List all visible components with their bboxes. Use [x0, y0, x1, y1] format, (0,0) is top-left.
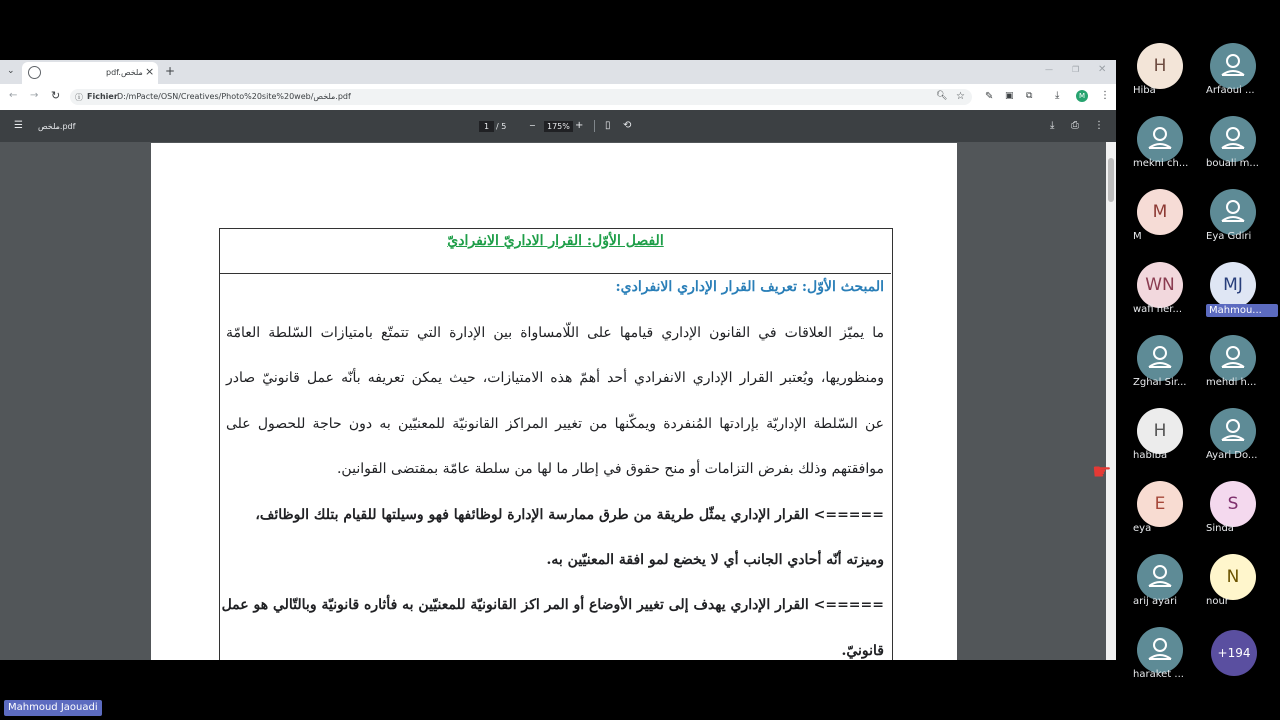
participant-name: Mahmou...	[1206, 304, 1278, 317]
participant-avatar[interactable]	[1137, 554, 1183, 600]
avatar-initial: M	[1152, 202, 1168, 222]
scrollbar-thumb[interactable]	[1108, 158, 1114, 202]
shared-screen	[0, 60, 1116, 660]
avatar-initial: E	[1154, 494, 1166, 514]
participant-avatar[interactable]	[1210, 335, 1256, 381]
pdf-more-icon[interactable]: ⋮	[1094, 120, 1104, 131]
pdf-scrollbar[interactable]	[1106, 142, 1116, 660]
puzzle-icon[interactable]: ⧉	[1026, 91, 1033, 101]
bold-note-line: وميزته أنّه أحادي الجانب أي لا يخضع لمو افقة المعنيّين به.	[546, 552, 884, 568]
zoom-in-button[interactable]: +	[575, 120, 584, 131]
fit-page-icon[interactable]: ▯	[605, 120, 611, 131]
participant-avatar[interactable]	[1137, 116, 1183, 162]
participant-name: mekni ch...	[1133, 158, 1189, 169]
tab-search-icon[interactable]: ⌄	[7, 66, 15, 76]
section-title: المبحث الأوّل: تعريف القرار الإداري الانفرادي:	[615, 279, 884, 295]
chapter-title: الفصل الأوّل: القرار الاداريّ الانفراديّ	[447, 233, 664, 249]
default-user-icon	[1137, 627, 1183, 673]
participant-name: Sinda	[1206, 523, 1234, 534]
default-user-icon	[1210, 189, 1256, 235]
default-user-icon	[1210, 408, 1256, 454]
zoom-level-input[interactable]: 175%	[544, 121, 573, 132]
presenter-name-label: Mahmoud Jaouadi	[4, 700, 102, 716]
default-user-icon	[1137, 554, 1183, 600]
default-user-icon	[1210, 116, 1256, 162]
participant-avatar[interactable]	[1137, 262, 1183, 308]
participant-avatar[interactable]	[1210, 408, 1256, 454]
more-participants-button[interactable]: +194	[1211, 630, 1257, 676]
participant-name: Zghal Sir...	[1133, 377, 1187, 388]
maximize-icon[interactable]: ❐	[1072, 65, 1080, 74]
participant-name: wafi ner...	[1133, 304, 1183, 315]
sidebar-menu-icon[interactable]: ☰	[14, 120, 23, 131]
tab-strip	[0, 60, 1116, 84]
back-icon[interactable]: ←	[9, 90, 18, 101]
bookmark-star-icon[interactable]: ☆	[956, 91, 965, 102]
participant-avatar[interactable]	[1210, 262, 1256, 308]
participant-name: mehdi h...	[1206, 377, 1257, 388]
default-user-icon	[1137, 335, 1183, 381]
participant-name: arij ayari	[1133, 596, 1178, 607]
paragraph-line: ومنظوريها، ويُعتبر القرار الإداري الانفرادي أحد أهمّ هذه الامتيازات، حيث يمكن تعريفه بأنّه عمل قانونيّ صادر	[226, 370, 884, 386]
bold-note-line: قانونيّ.	[841, 643, 884, 659]
print-icon[interactable]: ⎙	[1071, 120, 1079, 131]
title-divider	[220, 273, 891, 274]
reload-icon[interactable]: ↻	[51, 89, 61, 102]
profile-avatar[interactable]: M	[1076, 90, 1088, 102]
participant-avatar[interactable]	[1137, 481, 1183, 527]
participant-avatar[interactable]	[1210, 189, 1256, 235]
extension-icon[interactable]: ▣	[1005, 91, 1014, 101]
avatar-initial: H	[1153, 56, 1167, 76]
participant-avatar[interactable]	[1137, 43, 1183, 89]
pdf-file-name: ملخص.pdf	[38, 122, 76, 131]
downloads-icon[interactable]: ⤓	[1055, 90, 1060, 101]
default-user-icon	[1210, 43, 1256, 89]
participant-name: M	[1133, 231, 1142, 242]
avatar-initial: WN	[1145, 275, 1175, 295]
participant-name: habiba	[1133, 450, 1168, 461]
zoom-out-button[interactable]: −	[529, 121, 536, 130]
tab-close-icon[interactable]: ×	[145, 65, 155, 78]
default-user-icon	[1210, 335, 1256, 381]
rotate-icon[interactable]: ⟲	[623, 120, 632, 131]
toolbar-divider	[594, 120, 595, 132]
paragraph-line: ما يميّز العلاقات في القانون الإداري قيامها على اللّامساواة بين الإدارة التي تتمتّع بامتيازات السّلطة العامّة	[226, 325, 884, 341]
participant-avatar[interactable]	[1137, 335, 1183, 381]
participant-name: Hiba	[1133, 85, 1156, 96]
participant-avatar[interactable]	[1210, 43, 1256, 89]
participant-avatar[interactable]	[1137, 189, 1183, 235]
browser-tab[interactable]	[22, 62, 158, 84]
participant-name: nour	[1206, 596, 1229, 607]
pen-extension-icon[interactable]: ✎	[985, 91, 994, 102]
omnibox[interactable]	[70, 89, 972, 105]
url-text[interactable]: D:/mPacte/OSN/Creatives/Photo%20site%20web/ملخص.pdf	[117, 92, 351, 101]
participant-avatar[interactable]	[1210, 554, 1256, 600]
info-icon[interactable]: ⓘ	[75, 93, 83, 102]
zoom-icon[interactable]: 🔍︎	[936, 91, 948, 101]
hand-cursor-icon: ☛	[1092, 460, 1112, 485]
participants-panel	[1120, 0, 1280, 720]
site-info-label: Fichier	[87, 92, 118, 101]
pdf-download-icon[interactable]: ⤓	[1050, 120, 1055, 131]
close-window-icon[interactable]: ✕	[1098, 64, 1107, 75]
default-user-icon	[1137, 116, 1183, 162]
minimize-icon[interactable]: —	[1045, 65, 1053, 74]
paragraph-line: عن السّلطة الإداريّة بإرادتها المُنفردة ويمكّنها من تغيير المراكز القانونيّة للمعنيّين به دون حاجة للحصول على	[226, 416, 884, 432]
participant-avatar[interactable]	[1210, 116, 1256, 162]
avatar-initial: H	[1153, 421, 1167, 441]
participant-name: eya	[1133, 523, 1152, 534]
new-tab-button[interactable]: +	[165, 64, 176, 78]
participant-name: haraket ...	[1133, 669, 1184, 680]
participant-name: bouali m...	[1206, 158, 1259, 169]
browser-menu-icon[interactable]: ⋮	[1100, 90, 1110, 101]
participant-name: Eya Gdiri	[1206, 231, 1252, 242]
forward-icon[interactable]: →	[30, 90, 39, 101]
participant-avatar[interactable]	[1137, 408, 1183, 454]
tab-title: pdf.ملخص	[106, 68, 143, 77]
participant-name: Ayari Do...	[1206, 450, 1258, 461]
page-total: / 5	[496, 122, 507, 131]
page-number-input[interactable]: 1	[479, 121, 494, 132]
paragraph-line: موافقتهم وذلك بفرض التزامات أو منح حقوق في إطار ما لها من سلطة عامّة بمقتضى القوانين.	[336, 461, 884, 477]
participant-avatar[interactable]	[1210, 481, 1256, 527]
avatar-initial: MJ	[1223, 275, 1243, 295]
participant-name: Arfaoui ...	[1206, 85, 1255, 96]
avatar-initial: N	[1226, 567, 1240, 587]
bold-note-line: =====> القرار الإداري يهدف إلى تغيير الأوضاع أو المر اكز القانونيّة للمعنيّين به فأثاره قانونيّة وبالتّالي هو عمل	[221, 597, 884, 613]
avatar-initial: S	[1227, 494, 1239, 514]
pdf-toolbar	[0, 110, 1116, 142]
participant-avatar[interactable]	[1137, 627, 1183, 673]
bold-note-line: =====> القرار الإداري يمثّل طريقة من طرق ممارسة الإدارة لوظائفها فهو وسيلتها للقيام بتلك الوظائف،	[255, 507, 884, 523]
globe-icon	[28, 66, 41, 79]
